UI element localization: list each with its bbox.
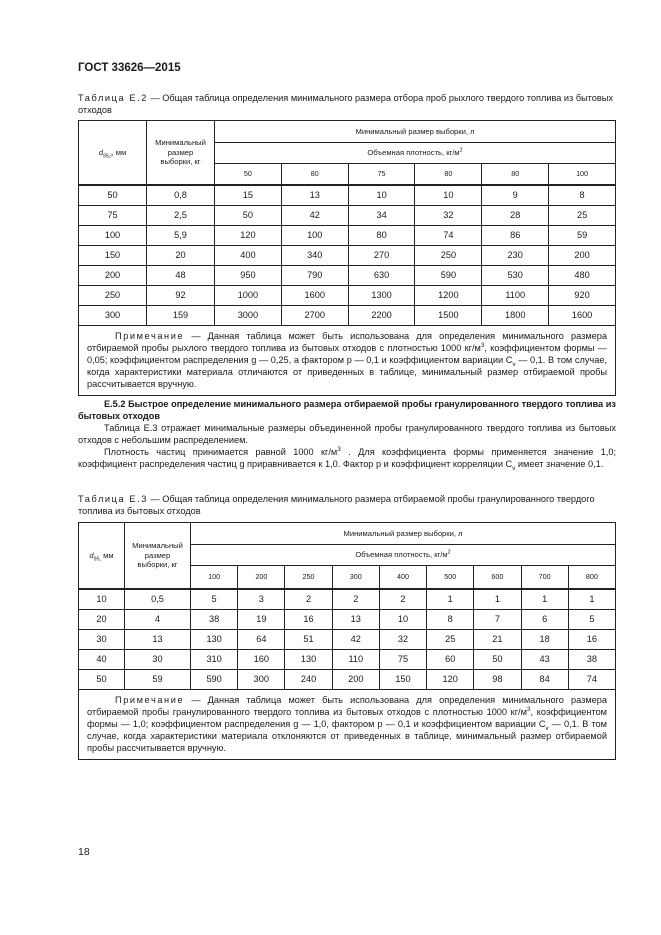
table-cell: 100 [281, 225, 348, 245]
density-value: 700 [521, 566, 568, 589]
table-cell: 1 [427, 589, 474, 610]
table-cell: 1600 [281, 285, 348, 305]
table-cell: 300 [238, 669, 285, 689]
table-cell: 160 [238, 649, 285, 669]
page-number: 18 [78, 846, 90, 858]
standard-header: ГОСТ 33626—2015 [78, 62, 181, 74]
section-e52-title: Е.5.2 Быстрое определение минимального размера отбираемой пробы гранулированного твердого топлива из бытовых отходов [78, 399, 616, 421]
table-cell: 2,5 [147, 205, 215, 225]
table-row [79, 265, 616, 285]
table-cell: 1100 [482, 285, 549, 305]
table-cell: 98 [474, 669, 521, 689]
table-cell: 8 [549, 185, 616, 206]
table-cell: 1000 [215, 285, 282, 305]
density-value: 600 [474, 566, 521, 589]
table-cell: 64 [238, 629, 285, 649]
table-cell: 74 [415, 225, 482, 245]
table-cell: 28 [482, 205, 549, 225]
density-value: 800 [568, 566, 615, 589]
table-cell: 300 [79, 305, 147, 325]
table-e2-caption-label: Таблица Е.2 [78, 93, 148, 103]
table-cell: 2 [332, 589, 379, 610]
table-cell: 5 [191, 589, 238, 610]
table-cell: 92 [147, 285, 215, 305]
density-header: Объемная плотность, $кг/м^2$ [191, 545, 616, 566]
table-cell: 150 [379, 669, 426, 689]
table-cell: 3 [238, 589, 285, 610]
table-cell: 18 [521, 629, 568, 649]
table-cell: 50 [79, 669, 125, 689]
table-cell: 120 [427, 669, 474, 689]
section-e52-para1: Таблица Е.3 отражает минимальные размеры объединенной пробы гранулированного твердого топлива из бытовых отходов с небольшим распределением. [78, 423, 616, 445]
table-cell: 2 [285, 589, 332, 610]
table-cell: 920 [549, 285, 616, 305]
table-cell: 400 [215, 245, 282, 265]
table-cell: 16 [568, 629, 615, 649]
table-cell: 16 [285, 609, 332, 629]
table-cell: 51 [285, 629, 332, 649]
table-cell: 1800 [482, 305, 549, 325]
col-d-header: $d_{95,l}$, мм [79, 121, 147, 185]
table-cell: 43 [521, 649, 568, 669]
table-cell: 2200 [348, 305, 415, 325]
table-cell: 200 [332, 669, 379, 689]
table-cell: 240 [285, 669, 332, 689]
table-row [79, 609, 616, 629]
section-e52-para2: Плотность частиц принимается равной 1000 $кг/м^3$ . Для коэффициента формы применяется значение 1,0; коэффициент распределения частиц g приравнивается к 1,0. Фактор p и коэффициент корреляции $C_v$ имеет значение 0,1. [78, 445, 616, 472]
table-cell: 13 [281, 185, 348, 206]
table-cell: 21 [474, 629, 521, 649]
table-row [79, 589, 616, 610]
table-cell: 4 [125, 609, 191, 629]
table-row [79, 245, 616, 265]
table-cell: 100 [79, 225, 147, 245]
table-cell: 790 [281, 265, 348, 285]
table-cell: 30 [125, 649, 191, 669]
table-cell: 200 [549, 245, 616, 265]
density-value: 80 [415, 164, 482, 185]
table-cell: 80 [348, 225, 415, 245]
table-cell: 30 [79, 629, 125, 649]
table-cell: 480 [549, 265, 616, 285]
table-cell: 75 [79, 205, 147, 225]
table-cell: 13 [332, 609, 379, 629]
table-row [79, 285, 616, 305]
table-cell: 630 [348, 265, 415, 285]
table-cell: 20 [147, 245, 215, 265]
table-cell: 1300 [348, 285, 415, 305]
table-e3 [78, 522, 616, 760]
density-value: 80 [482, 164, 549, 185]
table-cell: 10 [379, 609, 426, 629]
col-min-size-header: Минимальный размер выборки, кг [147, 121, 215, 185]
table-cell: 250 [79, 285, 147, 305]
table-cell: 120 [215, 225, 282, 245]
density-value: 400 [379, 566, 426, 589]
table-row [79, 185, 616, 206]
table-cell: 48 [147, 265, 215, 285]
table-row [79, 225, 616, 245]
density-header: Объемная плотность, $кг/м^2$ [215, 143, 616, 164]
density-value: 50 [215, 164, 282, 185]
table-cell: 50 [79, 185, 147, 206]
table-cell: 5 [568, 609, 615, 629]
col-d-header: $d_{95,}$ мм [79, 523, 125, 589]
table-cell: 0,5 [125, 589, 191, 610]
table-cell: 8 [427, 609, 474, 629]
note-label: Примечание [115, 694, 185, 705]
group-header: Минимальный размер выборки, л [191, 523, 616, 545]
table-cell: 50 [474, 649, 521, 669]
note-label: Примечание [115, 330, 185, 341]
table-cell: 1 [521, 589, 568, 610]
table-cell: 130 [191, 629, 238, 649]
table-cell: 6 [521, 609, 568, 629]
table-cell: 9 [482, 185, 549, 206]
group-header: Минимальный размер выборки, л [215, 121, 616, 143]
table-cell: 38 [568, 649, 615, 669]
table-cell: 75 [379, 649, 426, 669]
table-cell: 7 [474, 609, 521, 629]
table-e2-note: Примечание — Данная таблица может быть использована для определения минимального размера отбираемой пробы рыхлого твердого топлива из бытовых отходов с плотностью 1000 $кг/м^3$, коэффициентом формы — 0,05; коэффициентом распределения g — 0,25, а фактором p — 0,1 и коэффициентом вариации $C_v$ — 0,1. В том случае, когда характеристики материала отличаются от приведенных в таблице, минимальный размер отбираемой пробы рассчитывается вручную. [79, 325, 616, 395]
table-cell: 59 [125, 669, 191, 689]
table-row [79, 305, 616, 325]
density-value: 80 [281, 164, 348, 185]
table-cell: 32 [415, 205, 482, 225]
table-row [79, 649, 616, 669]
table-cell: 25 [427, 629, 474, 649]
table-cell: 13 [125, 629, 191, 649]
table-e3-note: Примечание — Данная таблица может быть использована для определения минимального размера отбираемой пробы гранулированного твердого топлива из бытовых отходов с плотностью 1000 $кг/м^3$, коэффициентом формы — 1,0; коэффициентом распределения g — 1,0, фактором p — 0,1 и коэффициентом вариации $C_v$ — 0,1. В том случае, когда характеристики материала отклоняются от приведенных в таблице, минимальный размер отбираемой пробы рассчитывается вручную. [79, 689, 616, 759]
table-cell: 310 [191, 649, 238, 669]
table-cell: 74 [568, 669, 615, 689]
table-cell: 159 [147, 305, 215, 325]
table-e2-caption [78, 92, 616, 116]
table-cell: 20 [79, 609, 125, 629]
table-cell: 84 [521, 669, 568, 689]
table-cell: 340 [281, 245, 348, 265]
table-cell: 5,9 [147, 225, 215, 245]
table-cell: 50 [215, 205, 282, 225]
table-cell: 950 [215, 265, 282, 285]
table-cell: 15 [215, 185, 282, 206]
table-row [79, 669, 616, 689]
table-cell: 270 [348, 245, 415, 265]
table-cell: 19 [238, 609, 285, 629]
table-e2 [78, 120, 616, 396]
table-cell: 40 [79, 649, 125, 669]
table-cell: 3000 [215, 305, 282, 325]
col-min-size-header: Минимальный размер выборки, кг [125, 523, 191, 589]
table-cell: 150 [79, 245, 147, 265]
table-cell: 590 [415, 265, 482, 285]
table-e3-caption-text: — Общая таблица определения минимального размера отбираемой пробы гранулированного твердого топлива из бытовых отходов [78, 494, 595, 516]
table-row [79, 205, 616, 225]
table-e3-caption [78, 493, 616, 517]
table-cell: 34 [348, 205, 415, 225]
table-cell: 200 [79, 265, 147, 285]
table-cell: 130 [285, 649, 332, 669]
table-cell: 59 [549, 225, 616, 245]
table-cell: 530 [482, 265, 549, 285]
density-value: 100 [191, 566, 238, 589]
table-cell: 60 [427, 649, 474, 669]
density-value: 100 [549, 164, 616, 185]
table-cell: 32 [379, 629, 426, 649]
section-e52 [78, 398, 616, 470]
table-cell: 42 [332, 629, 379, 649]
table-cell: 1 [474, 589, 521, 610]
table-cell: 1 [568, 589, 615, 610]
table-cell: 25 [549, 205, 616, 225]
table-cell: 10 [415, 185, 482, 206]
density-value: 200 [238, 566, 285, 589]
table-cell: 42 [281, 205, 348, 225]
table-e2-caption-text: — Общая таблица определения минимального размера отбора проб рыхлого твердого топлива из бытовых отходов [78, 93, 613, 115]
density-value: 75 [348, 164, 415, 185]
table-cell: 230 [482, 245, 549, 265]
table-cell: 2 [379, 589, 426, 610]
table-cell: 1500 [415, 305, 482, 325]
table-cell: 0,8 [147, 185, 215, 206]
table-row [79, 629, 616, 649]
density-value: 500 [427, 566, 474, 589]
table-cell: 10 [79, 589, 125, 610]
table-cell: 1600 [549, 305, 616, 325]
table-cell: 38 [191, 609, 238, 629]
density-value: 250 [285, 566, 332, 589]
table-cell: 590 [191, 669, 238, 689]
table-cell: 110 [332, 649, 379, 669]
table-cell: 250 [415, 245, 482, 265]
table-cell: 2700 [281, 305, 348, 325]
table-e3-caption-label: Таблица Е.3 [78, 494, 148, 504]
table-cell: 86 [482, 225, 549, 245]
density-value: 300 [332, 566, 379, 589]
table-cell: 1200 [415, 285, 482, 305]
table-cell: 10 [348, 185, 415, 206]
